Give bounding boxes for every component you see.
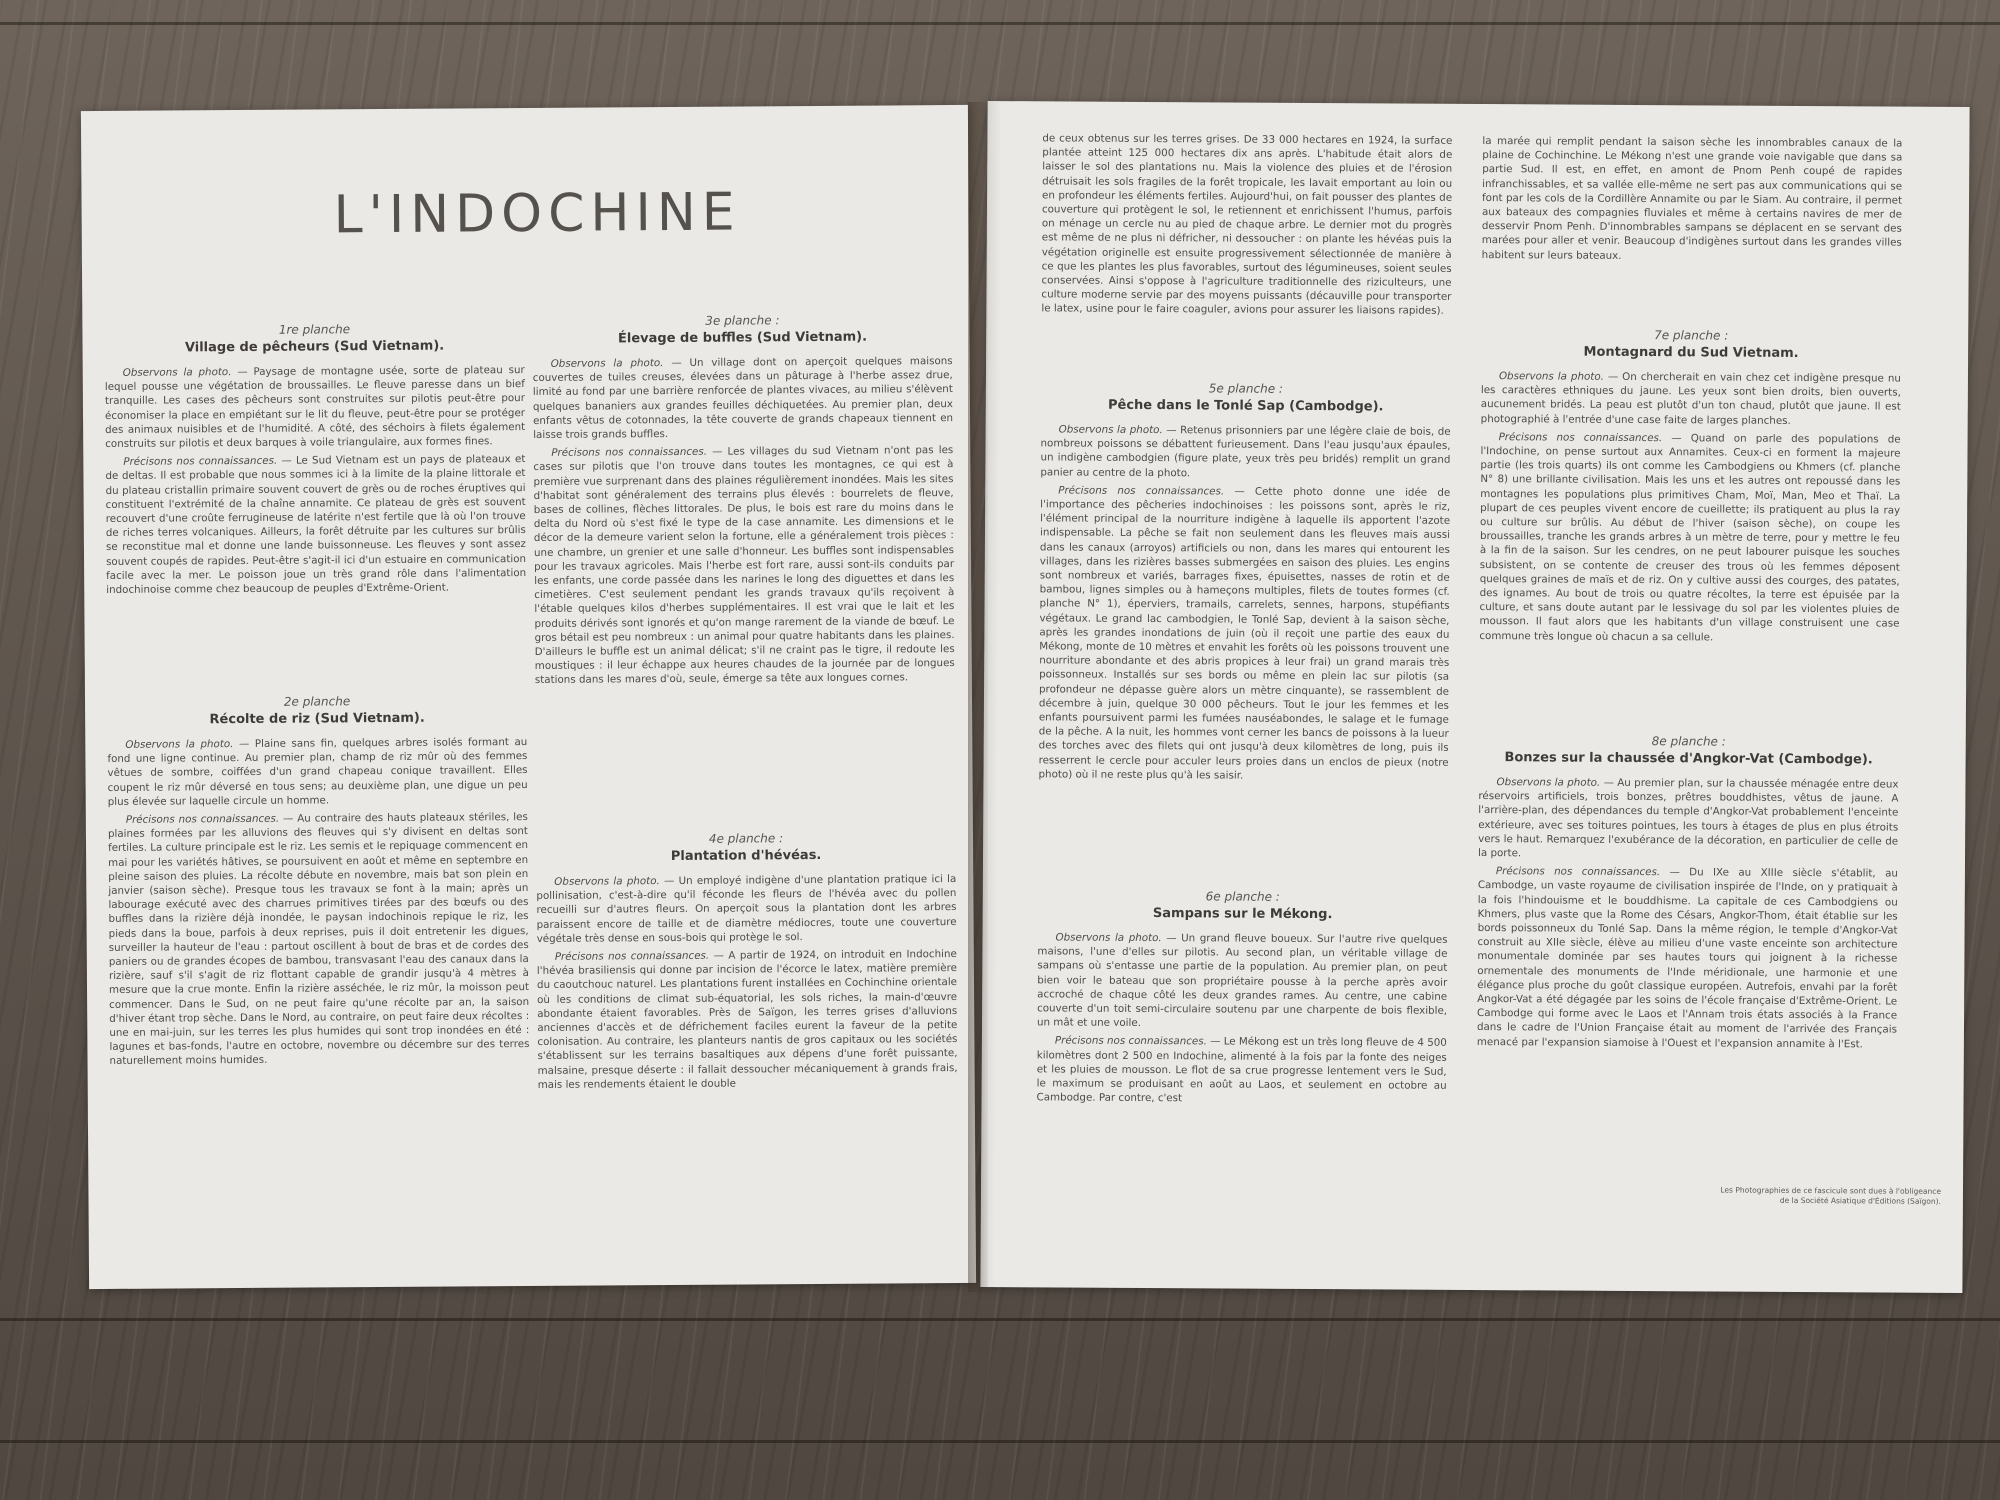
observe-paragraph: Observons la photo. — Un village dont on aperçoit quelques maisons couvertes de tuiles creuses, élevées dans un pâturage à l'herbe assez drue, limité au fond par une barrière renforcée de plantes vivaces, au milieu s'élèvent quelques bananiers aux grandes feuilles déchiquetées. Au premier plan, deux enfants vêtus de cotonnades, la tête couverte de grands chapeaux tiennent en laisse trois grands buffles.	[532, 355, 954, 441]
planche-4-continued	[1041, 131, 1452, 318]
precise-paragraph: Précisons nos connaissances. — Le Mékong est un très long fleuve de 4 500 kilomètres dont 2 500 en Indochine, alimenté à la fois par la fonte des neiges et les pluies de mousson. Le flot de sa crue progresse lentement vers le Sud, le maximum se produisant en août au Laos, et seulement en octobre au Cambodge. Par contre, c'est	[1036, 1034, 1447, 1105]
observe-paragraph: Observons la photo. — On chercherait en vain chez cet indigène presque nu les caractères ethniques du jaune. Les yeux sont bien droits, bien ouverts, aucunement bridés. La peau est plutôt d'un ton chaud, plutôt que jaune. Il est photographié à l'entrée d'une case faite de larges planches.	[1480, 370, 1901, 427]
precise-paragraph: Précisons nos connaissances. — Au contraire des hauts plateaux stériles, les plaines formées par les alluvions des fleuves qui s'y divisent en deltas sont fertiles. La culture principale est le riz. Les semis et le repiquage commencent en mai pour les variétés hâtives, se poursuivent en août et même en septembre en pleine saison des pluies. La récolte débute en novembre, mais bat son plein en janvier (saison sèche). Presque tous les travaux se font à la main; après un labourage exécuté avec des charrues primitives tirées par des bœufs ou des buffles dans la rizière déjà inondée, le paysan indochinois repique le riz, les pieds dans la boue, parfois à deux reprises, puis il doit entretenir les digues, surveiller la hauteur de l'eau : partout oscillent à bout de bras et de cordes des paniers ou de grandes écopes de bambou, transvasant l'eau des canaux dans la rizière, sauf s'il s'agit de riz flottant capable de grandir jusqu'à 4 mètres à mesure que la crue monte. Enfin la rizière asséchée, le riz mûr, la moisson peut commencer. Dans le Sud, on ne peut faire qu'une récolte par an, la saison d'hiver étant trop sèche. Dans le Nord, au contraire, on peut faire deux récoltes : une en mai-juin, sur les terres les plus humides qui sont trop inondées en été : lagunes et bas-fonds, l'autre en octobre, novembre ou décembre sur des terres naturellement moins humides.	[107, 811, 530, 1068]
observe-paragraph: Observons la photo. — Plaine sans fin, quelques arbres isolés formant au fond une ligne continue. Au premier plan, champ de riz mûr où des femmes vêtues de sombre, coiffées d'un grand chapeau conique travaillent. Elles coupent le riz mûr déversé en tous sens; au deuxième plan, une digue un peu plus élevée sur laquelle circule un homme.	[107, 736, 528, 808]
precise-paragraph: Précisons nos connaissances. — Les villages du sud Vietnam n'ont pas les cases sur pilotis que l'on trouve dans toutes les montagnes, ce qui est à première vue surprenant dans des plaines régulièrement inondées. Mais les sites d'habitat sont généralement des terrains plus élevés : bourrelets de fleuve, bases de collines, flèches littorales. De plus, le bois est rare du moins dans le delta du Nord où s'est fixé le type de la case annamite. Les dimensions et le décor de la demeure varient selon la fortune, elle a généralement trois pièces : une chambre, un grenier et une salle d'honneur. Les buffles sont indispensables pour les travaux agricoles. Mais l'herbe est fort rare, aussi sont-ils conduits par les enfants, une corde passée dans les narines le long des diguettes et dans les cimetières. C'est seulement pendant les grands travaux qu'ils reçoivent à l'étable quelques kilos d'herbes supplémentaires. Il est vrai que le lait et les produits dérivés sont ignorés et qu'on mange rarement de la viande de bœuf. Le gros bétail est peu nombreux : un animal pour quatre habitants dans les plaines. D'ailleurs le buffle est un animal délicat; s'il ne craint pas le tigre, il redoute les moustiques : il leur échappe aux heures chaudes de la journée par de longues stations dans les mares d'où, seule, émerge sa tête aux longues cornes.	[533, 444, 955, 687]
planche-title: Récolte de riz (Sud Vietnam).	[209, 710, 425, 728]
planche-title: Sampans sur le Mékong.	[1152, 906, 1333, 923]
planche-number: 8e planche :	[1651, 734, 1726, 749]
planche-4	[536, 829, 958, 1092]
observe-paragraph: Observons la photo. — Un employé indigène d'une plantation pratique ici la pollinisation, c'est-à-dire qu'il féconde les fleurs de l'hévéa avec du pollen recueilli sur d'autres fleurs. On aperçoit sous la plantation dont les arbres paraissent encore de taille et de diamètre médiocres, toute une couverture végétale très dense en sous-bois qui protège le sol.	[536, 873, 957, 945]
continued-paragraph: la marée qui remplit pendant la saison sèche les innombrables canaux de la plaine de Cochinchine. Le Mékong n'est une grande voie navigable que dans sa partie Sud. Il est, en effet, en amont de Pnom Penh coupé de rapides infranchissables, et sa vallée elle-même ne sert pas aux communications qui se font par les cols de la Cordillère Annamite ou par le Siam. Au contraire, il permet aux bateaux des compagnies fluviales et même à certains navires de mer de desservir Pnom Penh. D'innombrables sampans se déplacent en se servant des marées pour aller et venir. Beaucoup d'indigènes surtout dans les grandes villes habitent sur leurs bateaux.	[1481, 135, 1903, 262]
precise-paragraph: Précisons nos connaissances. — Du IXe au XIIIe siècle s'établit, au Cambodge, un vaste royaume de civilisation inspirée de l'Inde, on y pratiquait à la fois l'hindouisme et le bouddhisme. La capitale de ces Cambodgiens ou Khmers, plus vaste que la Rome des Césars, Angkor-Thom, était établie sur les bords poissonneux du Tonlé Sap. Dans la même région, le temple d'Angkor-Vat construit au XIIe siècle, élève au milieu d'une vaste enceinte son architecture monumentale dominée par ses hautes tours qui joignent à la richesse ornementale des monuments de l'Inde méridionale, une harmonie et une élégance plus proche du goût classique européen. Autrefois, envahi par la forêt Angkor-Vat a été dégagée par les soins de l'école française d'Extrême-Orient. Le Cambodge qui forme avec le Laos et l'Annam trois états associés à la France dans le cadre de l'Union Française était au moment de l'arrivée des Français menacé par l'expansion siamoise à l'Ouest et l'expansion annamite à l'Est.	[1476, 865, 1898, 1051]
planche-number: 1re planche	[278, 322, 351, 337]
continued-paragraph: de ceux obtenus sur les terres grises. De 33 000 hectares en 1924, la surface plantée atteint 125 000 hectares dix ans après. L'habitude était alors de laisser le sol des plantations nu. Mais la violence des pluies et de l'érosion détruisait les sols fragiles de la forêt tropicale, les lavait emportant au loin ou en profondeur les éléments fertiles. Aujourd'hui, on fait pousser des plantes de couverture qui protègent le sol, le retiennent et enrichissent l'humus, parfois on ménage un cercle nu au pied de chaque arbre. Le dernier mot du progrès est même de ne plus ni défricher, ni dessoucher : on plante les hévéas puis la végétation originelle est ensuite progressivement sélectionnée de manière à ce que les plantes les plus favorables, surtout des légumineuses, soient seules conservées. Ainsi s'oppose à l'agriculture traditionnelle des riziculteurs, une culture moderne servie par des moyens puissants (décauville pour transporter le latex, usine pour le faire coaguler, avions pour assurer les liaisons rapides).	[1041, 132, 1453, 318]
photo-credit: Les Photographies de ce fascicule sont dues à l'obligeance de la Société Asiatique d'Éditions (Saïgon).	[1720, 1185, 1942, 1206]
precise-paragraph: Précisons nos connaissances. — A partir de 1924, on introduit en Indochine l'hévéa brasiliensis qui donne par incision de l'écorce le latex, matière première du caoutchouc naturel. Les plantations furent installées en Cochinchine orientale où les conditions de climat sub-équatorial, les sols riches, la main-d'œuvre abondante étaient favorables. Près de Saïgon, les terres grises d'alluvions anciennes d'accès et de défrichement faciles eurent la faveur de la petite colonisation. Au contraire, les planteurs nantis de gros capitaux ou les sociétés s'établissent sur les terrains basaltiques aux dépens d'une forêt puissante, malsaine, presque déserte : il fallait dessoucher mécaniquement à grands frais, mais les rendements étaient le double	[536, 948, 958, 1091]
planche-6-continued	[1482, 134, 1903, 264]
planche-number: 3e planche :	[705, 313, 780, 328]
planche-6	[1037, 887, 1448, 1107]
left-page	[81, 105, 976, 1289]
observe-paragraph: Observons la photo. — Un grand fleuve boueux. Sur l'autre rive quelques maisons, l'une d'elles sur pilotis. Au second plan, un véritable village de sampans où s'entasse une partie de la population. Au premier plan, on peut bien voir le bateau que son propriétaire pousse à la perche après avoir accroché de chaque côté les deux grandes rames. Au centre, une cabine couverte d'un toit semi-circulaire soutenu par une charpente de bois flexible, un mât et une voile.	[1036, 931, 1448, 1030]
observe-paragraph: Observons la photo. — Paysage de montagne usée, sorte de plateau sur lequel pousse une végétation de broussailles. Le fleuve paresse dans un bief tranquille. Les cases des pêcheurs sont construites sur pilotis peut-être pour économiser la place en empiétant sur le lit du fleuve, peut-être pour se protéger des animaux nuisibles et de l'humidité. A côté, des séchoirs à filets également construits sur pilotis et deux barques à voile triangulaire, aux formes fines.	[104, 364, 526, 450]
precise-paragraph: Précisons nos connaissances. — Le Sud Vietnam est un pays de plateaux et de deltas. Il est probable que nous sommes ici à la limite de la plaine littorale et du plateau cristallin primaire souvent couvert de grès ou de roches éruptives qui constituent l'extrémité de la chaîne annamite. Ce plateau de grès est souvent recouvert d'une croûte ferrugineuse de latérite n'est fertile que là où l'on trouve de riches terres volcaniques. Ailleurs, la forêt détruite par les cultures sur brûlis se reconstitue mal et donne une lande buissonneuse. Les fleuves y sont assez souvent coupés de rapides. Peut-être s'agit-il ici d'un estuaire en communication facile avec la mer. Le poisson joue un très grand rôle dans l'alimentation indochinoise comme chez beaucoup de peuples d'Extrême-Orient.	[105, 453, 527, 596]
precise-paragraph: Précisons nos connaissances. — Quand on parle des populations de l'Indochine, on pense surtout aux Annamites. Ceux-ci en forment la majeure partie (les trois quarts) ils ont comme les Cambodgiens ou Khmers (cf. planche N° 8) une brillante civilisation. Mais les uns et les autres ont repoussé dans les montagnes les populations plus primitives Cham, Moï, Man, Meo et Thaï. La plupart de ces peuples vivent encore de cueillette; ils pratiquent au plus la ray ou culture sur brûlis. Au début de l'hiver (saison sèche), on coupe les broussailles, tranche les grands arbres à un mètre de terre, pour y mettre le feu à la fin de la saison. Sur les cendres, on ne peut labourer puisque les souches subsistent, on se contente de creuser des trous où les femmes déposent quelques graines de maïs et de riz. On y cultive aussi des courges, des patates, des ignames. Au bout de trois ou quatre récoltes, la terre est épuisée par la culture, et sans doute autant par le lessivage du sol par les violentes pluies de mousson. Il faut alors que les habitants d'un village construisent une case commune très longue où chacun a sa cellule.	[1479, 430, 1901, 644]
right-page	[980, 101, 1969, 1293]
planche-7	[1479, 326, 1901, 645]
planche-number: 5e planche :	[1208, 381, 1284, 396]
planche-5	[1038, 379, 1450, 784]
precise-paragraph: Précisons nos connaissances. — Cette photo donne une idée de l'importance des pêcheries indochinoises : les poissons sont, après le riz, l'élément principal de la nourriture indigène à laquelle ils apportent l'azote indispensable. La pêche se fait non seulement dans les fleuves mais aussi dans les canaux (arroyos) artificiels ou non, dans les mares qui entourent les villages, dans les rizières basses submergées en saison des pluies. Les engins sont nombreux et variés, barrages fixes, épuisettes, nasses de rotin et de bambou, lignes simples ou à hameçons multiples, filets de toutes formes (cf. planche N° 1), éperviers, tramails, carrelets, sennes, harpons, stupéfiants végétaux. Le grand lac cambodgien, le Tonlé Sap, devient à la saison sèche, après les grandes inondations de juin (où il reçoit une partie des eaux du Mékong, monte de 10 mètres et envahit les forêts où les poissons trouvent une nourriture abondante et des abris propices à leur frai) un grand marais très poissonneux. Installés sur ses bords ou même en plein lac sur pilotis (sa profondeur ne dépasse guère alors un mètre cinquante), se rassemblent de décembre à juin, quelque 30 000 pêcheurs. Tout le jour les femmes et les enfants poursuivent parmi les fumées nauséabondes, le salage et le fumage de la pêche. A la nuit, les hommes vont cerner les bancs de poissons à la lueur des torches avec des filets qui ont jusqu'à deux kilomètres de long, puis ils resserrent le cercle pour acculer leurs proies dans un enclos de pieux (notre photo) où il ne reste plus qu'à les saisir.	[1038, 484, 1451, 782]
planche-2	[107, 692, 530, 1069]
planche-number: 7e planche :	[1654, 328, 1729, 343]
book-fold	[968, 102, 988, 1292]
planche-title: Village de pêcheurs (Sud Vietnam).	[184, 338, 445, 356]
planche-8	[1477, 732, 1899, 1051]
planche-title: Bonzes sur la chaussée d'Angkor-Vat (Cambodge).	[1504, 750, 1873, 768]
planche-number: 4e planche :	[708, 831, 784, 846]
planche-title: Pêche dans le Tonlé Sap (Cambodge).	[1107, 397, 1384, 415]
observe-paragraph: Observons la photo. — Retenus prisonniers par une légère claie de bois, de nombreux poissons se débattent furieusement. Dans l'eau jusqu'aux épaules, un indigène cambodgien (figure plate, yeux très peu bridés) remplit un grand panier au centre de la photo.	[1040, 423, 1451, 479]
observe-paragraph: Observons la photo. — Au premier plan, sur la chaussée ménagée entre deux réservoirs artificiels, trois bonzes, prêtres bouddhistes, vêtus de jaune. A l'arrière-plan, des dépendances du temple d'Angkor-Vat probablement l'enceinte extérieure, avec ses toitures pointues, les tours à étages de plus en plus étroits vers le haut. Remarquez l'exubérance de la décoration, en particulier de celle de la porte.	[1478, 776, 1899, 860]
planche-3	[532, 311, 955, 688]
planche-title: Montagnard du Sud Vietnam.	[1583, 344, 1799, 361]
planche-title: Plantation d'hévéas.	[670, 847, 822, 865]
planche-number: 6e planche :	[1205, 889, 1280, 904]
planche-title: Élevage de buffles (Sud Vietnam).	[617, 329, 868, 347]
document-title: L'INDOCHINE	[333, 182, 741, 246]
planche-number: 2e planche	[283, 694, 351, 709]
planche-1	[104, 320, 526, 597]
